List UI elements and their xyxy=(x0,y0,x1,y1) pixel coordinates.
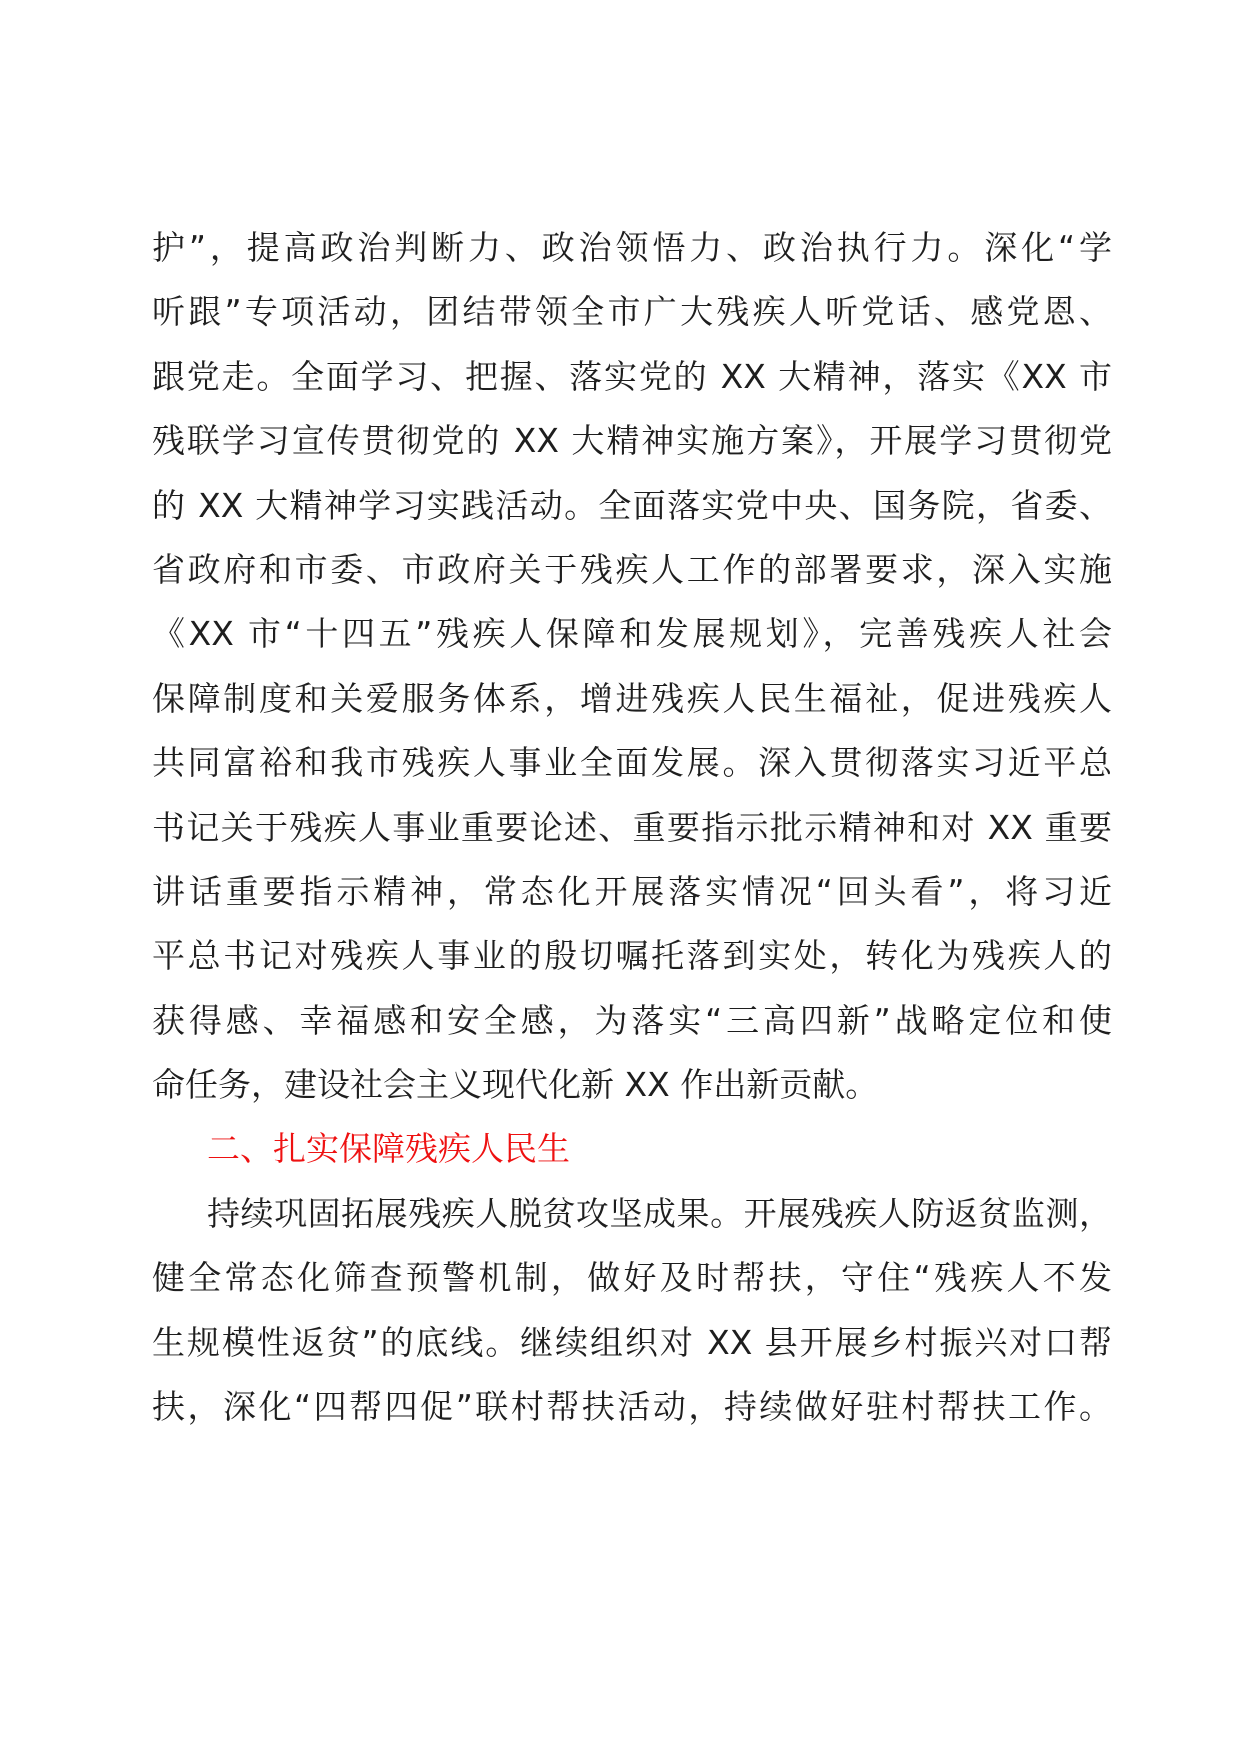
paragraph-line: 跟党走。全面学习、把握、落实党的 XX 大精神，落实《XX 市 xyxy=(152,356,1112,396)
document-body xyxy=(152,216,1112,1439)
paragraph-line: 听跟”专项活动，团结带领全市广大残疾人听党话、感党恩、 xyxy=(152,292,1112,332)
paragraph-line: 书记关于残疾人事业重要论述、重要指示批示精神和对 XX 重要 xyxy=(152,807,1112,847)
paragraph-line: 省政府和市委、市政府关于残疾人工作的部署要求，深入实施 xyxy=(152,549,1112,589)
paragraph-line: 讲话重要指示精神，常态化开展落实情况“回头看”，将习近 xyxy=(152,871,1112,911)
paragraph-line: 获得感、幸福感和安全感，为落实“三高四新”战略定位和使 xyxy=(152,1000,1112,1040)
paragraph-line: 保障制度和关爱服务体系，增进残疾人民生福祉，促进残疾人 xyxy=(152,678,1112,718)
paragraph-line: 护”，提高政治判断力、政治领悟力、政治执行力。深化“学 xyxy=(152,228,1112,267)
paragraph-line: 残联学习宣传贯彻党的 XX 大精神实施方案》，开展学习贯彻党 xyxy=(152,421,1112,461)
paragraph-line: 持续巩固拓展残疾人脱贫攻坚成果。开展残疾人防返贫监测， xyxy=(207,1193,1112,1233)
paragraph-line: 的 XX 大精神学习实践活动。全面落实党中央、国务院，省委、 xyxy=(152,485,1112,525)
paragraph-1 xyxy=(152,216,1112,1117)
paragraph-line: 命任务，建设社会主义现代化新 XX 作出新贡献。 xyxy=(152,1065,879,1105)
paragraph-line: 扶，深化“四帮四促”联村帮扶活动，持续做好驻村帮扶工作。 xyxy=(152,1387,1112,1427)
paragraph-line: 生规模性返贫”的底线。继续组织对 XX 县开展乡村振兴对口帮 xyxy=(152,1322,1112,1362)
section-heading: 二、扎实保障残疾人民生 xyxy=(207,1129,570,1169)
paragraph-line: 健全常态化筛查预警机制，做好及时帮扶，守住“残疾人不发 xyxy=(152,1258,1112,1298)
paragraph-line: 共同富裕和我市残疾人事业全面发展。深入贯彻落实习近平总 xyxy=(152,743,1112,783)
paragraph-line: 平总书记对残疾人事业的殷切嘱托落到实处，转化为残疾人的 xyxy=(152,936,1112,976)
paragraph-line: 《XX 市“十四五”残疾人保障和发展规划》，完善残疾人社会 xyxy=(152,614,1112,654)
paragraph-2 xyxy=(152,1182,1112,1440)
